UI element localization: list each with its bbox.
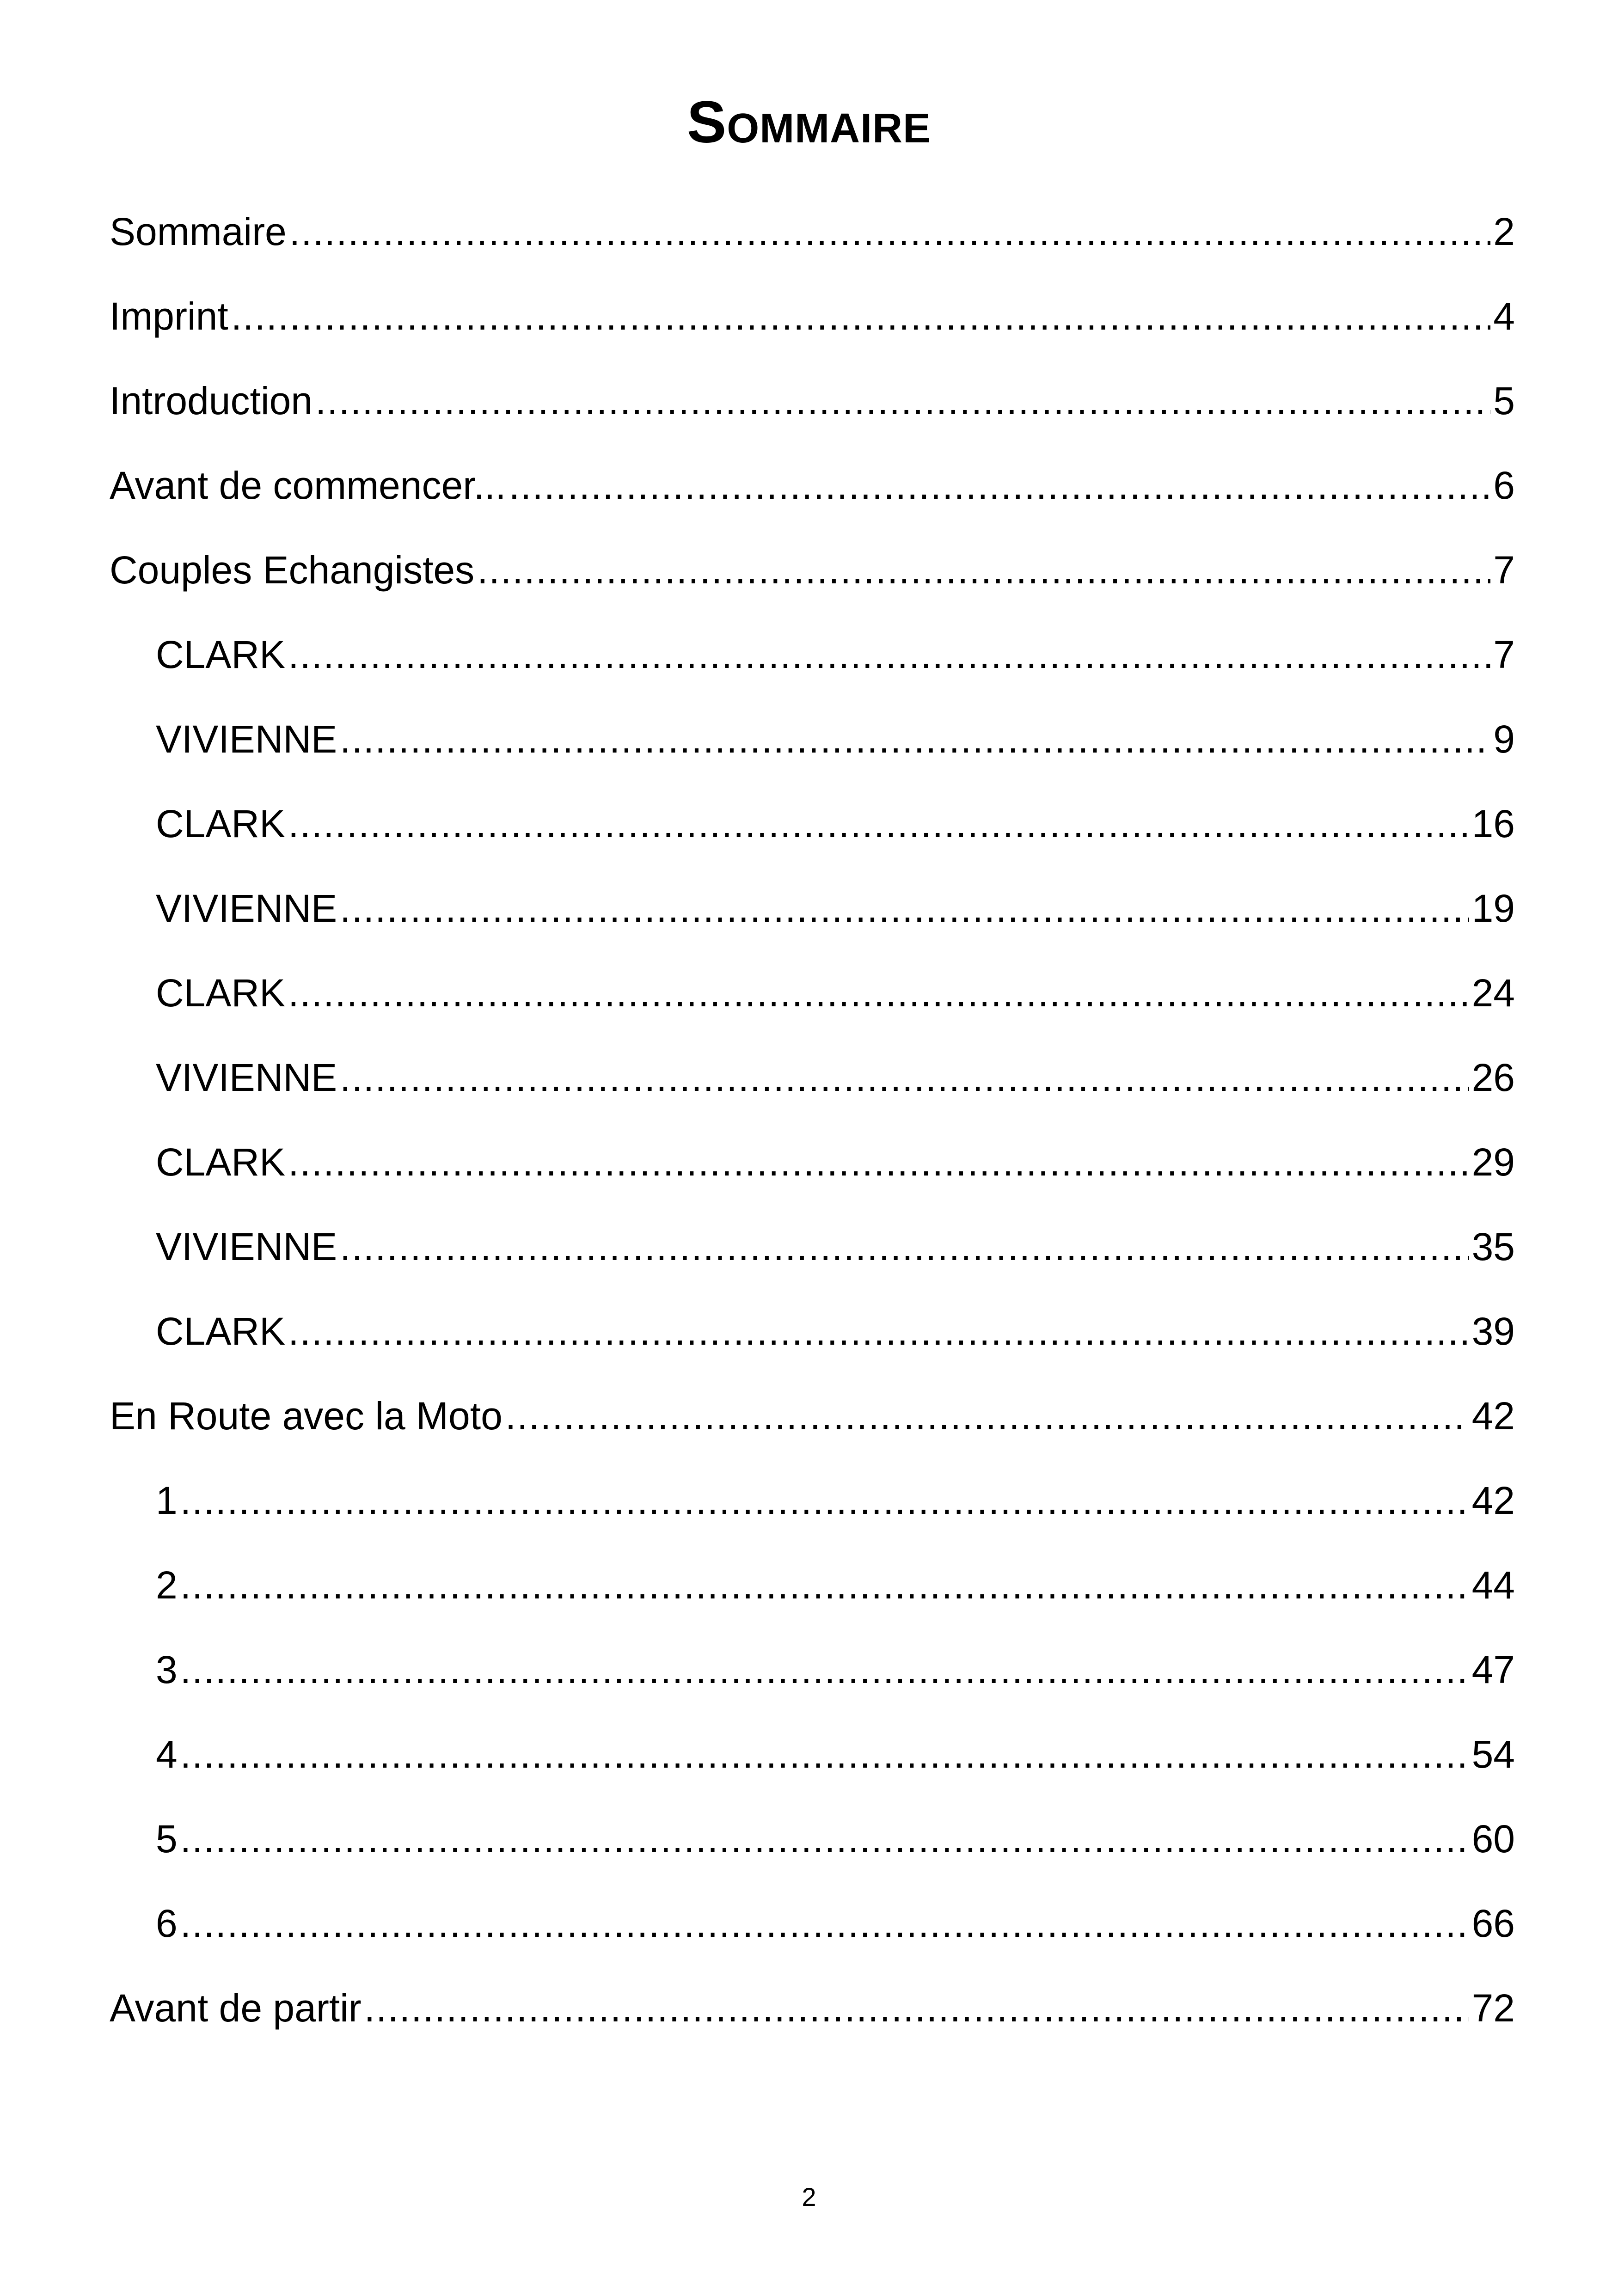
toc-entry-label: 6 — [156, 1902, 178, 1945]
table-of-contents — [110, 190, 1515, 2051]
toc-entry[interactable] — [110, 1797, 1515, 1881]
toc-entry-page: 42 — [1471, 1479, 1515, 1522]
toc-entry-label: VIVIENNE — [156, 887, 337, 930]
toc-entry-page: 60 — [1471, 1817, 1515, 1861]
toc-dot-leader — [180, 1543, 1469, 1628]
toc-entry[interactable] — [110, 1881, 1515, 1966]
toc-entry-label: Avant de partir — [110, 1986, 362, 2030]
toc-dot-leader — [509, 443, 1491, 528]
toc-entry-page: 6 — [1493, 464, 1515, 507]
toc-entry[interactable] — [110, 1205, 1515, 1289]
toc-dot-leader — [477, 528, 1490, 612]
toc-dot-leader — [180, 1712, 1469, 1797]
toc-entry-page: 7 — [1493, 633, 1515, 676]
toc-entry-page: 19 — [1471, 887, 1515, 930]
toc-dot-leader — [340, 1035, 1469, 1120]
toc-entry-page: 54 — [1471, 1733, 1515, 1776]
toc-entry-label: CLARK — [156, 633, 286, 676]
toc-entry[interactable] — [110, 951, 1515, 1035]
toc-dot-leader — [180, 1458, 1469, 1543]
toc-dot-leader — [289, 190, 1491, 274]
toc-entry-label: CLARK — [156, 971, 286, 1015]
toc-dot-leader — [288, 782, 1469, 866]
toc-dot-leader — [288, 612, 1490, 697]
toc-entry-page: 16 — [1471, 802, 1515, 845]
toc-entry[interactable] — [110, 443, 1515, 528]
toc-dot-leader — [180, 1797, 1469, 1881]
toc-entry-label: 1 — [156, 1479, 178, 1522]
toc-entry-page: 66 — [1471, 1902, 1515, 1945]
toc-entry-label: CLARK — [156, 1140, 286, 1184]
toc-entry-label: VIVIENNE — [156, 717, 337, 761]
toc-entry-page: 9 — [1493, 717, 1515, 761]
toc-entry-label: VIVIENNE — [156, 1225, 337, 1268]
toc-entry-label: 5 — [156, 1817, 178, 1861]
page-title: Sommaire — [686, 89, 932, 155]
toc-entry-page: 47 — [1471, 1648, 1515, 1691]
toc-entry[interactable] — [110, 1458, 1515, 1543]
page-number: 2 — [802, 2182, 816, 2211]
toc-dot-leader — [340, 697, 1490, 782]
toc-entry[interactable] — [110, 528, 1515, 612]
toc-entry-label: En Route avec la Moto — [110, 1394, 503, 1438]
toc-entry[interactable] — [110, 612, 1515, 697]
toc-entry-page: 72 — [1471, 1986, 1515, 2030]
toc-dot-leader — [180, 1628, 1469, 1712]
toc-entry-page: 39 — [1471, 1310, 1515, 1353]
toc-entry[interactable] — [110, 1712, 1515, 1797]
toc-dot-leader — [288, 1120, 1469, 1205]
toc-entry[interactable] — [110, 359, 1515, 443]
toc-entry[interactable] — [110, 1966, 1515, 2051]
toc-entry-label: Imprint — [110, 294, 228, 338]
toc-entry-label: Sommaire — [110, 210, 287, 253]
toc-entry[interactable] — [110, 697, 1515, 782]
toc-entry[interactable] — [110, 866, 1515, 951]
toc-entry[interactable] — [110, 1289, 1515, 1374]
toc-dot-leader — [505, 1374, 1469, 1458]
toc-dot-leader — [364, 1966, 1469, 2051]
toc-entry-page: 2 — [1493, 210, 1515, 253]
toc-entry[interactable] — [110, 1628, 1515, 1712]
toc-entry-label: CLARK — [156, 1310, 286, 1353]
toc-entry-label: 4 — [156, 1733, 178, 1776]
toc-dot-leader — [315, 359, 1490, 443]
toc-dot-leader — [180, 1881, 1469, 1966]
toc-entry-page: 44 — [1471, 1563, 1515, 1607]
toc-entry-label: Avant de commencer... — [110, 464, 506, 507]
toc-entry-page: 42 — [1471, 1394, 1515, 1438]
toc-entry-page: 5 — [1493, 379, 1515, 422]
toc-entry-label: CLARK — [156, 802, 286, 845]
toc-entry[interactable] — [110, 1374, 1515, 1458]
toc-entry-page: 4 — [1493, 294, 1515, 338]
toc-entry[interactable] — [110, 1035, 1515, 1120]
toc-entry-page: 35 — [1471, 1225, 1515, 1268]
toc-dot-leader — [231, 274, 1491, 359]
toc-entry[interactable] — [110, 190, 1515, 274]
toc-entry[interactable] — [110, 1543, 1515, 1628]
toc-entry-page: 24 — [1471, 971, 1515, 1015]
toc-entry-page: 7 — [1493, 548, 1515, 592]
toc-entry[interactable] — [110, 782, 1515, 866]
toc-entry[interactable] — [110, 274, 1515, 359]
toc-entry-page: 26 — [1471, 1056, 1515, 1099]
toc-entry-label: Couples Echangistes — [110, 548, 475, 592]
toc-dot-leader — [340, 1205, 1469, 1289]
toc-entry-label: 3 — [156, 1648, 178, 1691]
toc-dot-leader — [288, 1289, 1469, 1374]
toc-entry-label: VIVIENNE — [156, 1056, 337, 1099]
toc-dot-leader — [288, 951, 1469, 1035]
toc-entry[interactable] — [110, 1120, 1515, 1205]
toc-entry-label: 2 — [156, 1563, 178, 1607]
toc-entry-label: Introduction — [110, 379, 313, 422]
toc-entry-page: 29 — [1471, 1140, 1515, 1184]
toc-dot-leader — [340, 866, 1469, 951]
